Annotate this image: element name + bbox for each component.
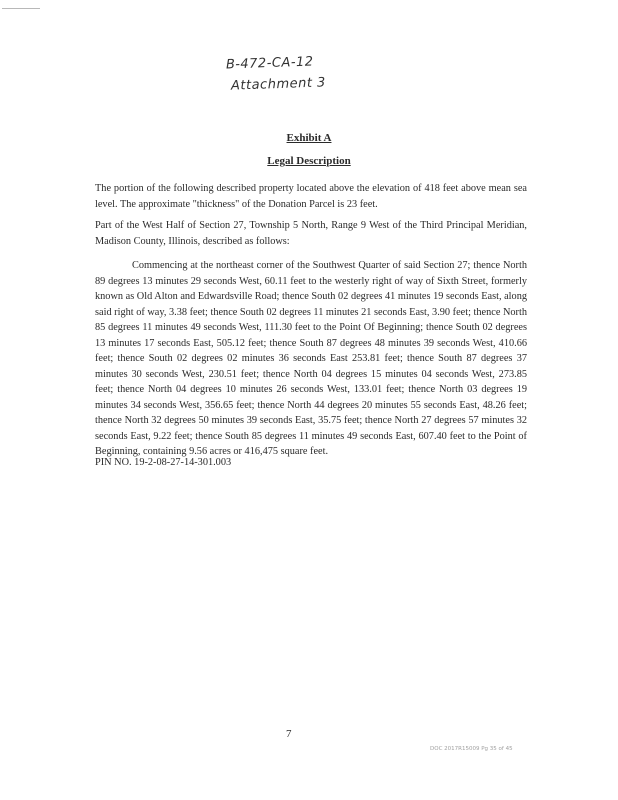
boundary-description-text: Commencing at the northeast corner of the Southwest Quarter of said Section 27; thence North 89 degrees 13 minutes 29 seconds West, 60.11 feet to the westerly right of way of Sixth Street, formerly known as Old Alton and Edwardsville Road; thence South 02 degrees 41 minutes 19 seconds East, along said right of way, 3.38 feet; thence South 02 degrees 11 minutes 21 seconds East, 3.90 feet; thence North 85 degrees 11 minutes 49 seconds West, 111.30 feet to the Point Of Beginning; thence South 02 degrees 13 minutes 17 seconds East, 505.12 feet; thence South 87 degrees 48 minutes 39 seconds West, 410.66 feet; thence South 02 degrees 02 minutes 36 seconds East 253.81 feet; thence South 87 degrees 37 minutes 30 seconds West, 230.51 feet; thence North 04 degrees 15 minutes 04 seconds West, 273.85 feet; thence North 04 degrees 10 minutes 26 seconds West, 133.01 feet; thence North 03 degrees 19 minutes 34 seconds West, 356.65 feet; thence North 44 degrees 20 minutes 55 seconds East, 48.26 feet; thence North 32 degrees 50 minutes 39 seconds East, 35.75 feet; thence North 27 degrees 57 minutes 32 seconds East, 9.22 feet; thence South 85 degrees 11 minutes 49 seconds East, 607.40 feet to the Point of Beginning, containing 9.56 acres or 416,475 square feet. bbox=[95, 260, 527, 457]
scan-edge-mark bbox=[2, 8, 40, 9]
page-number: 7 bbox=[286, 728, 292, 740]
handwritten-case-number: B-472-CA-12 bbox=[225, 54, 314, 73]
legal-description-title: Legal Description bbox=[267, 155, 351, 167]
section-paragraph: Part of the West Half of Section 27, Township 5 North, Range 9 West of the Third Principal Meridian, Madison County, Illinois, described as follows: bbox=[95, 220, 527, 247]
handwritten-attachment-label: Attachment 3 bbox=[230, 75, 327, 94]
boundary-description-paragraph bbox=[95, 258, 527, 460]
elevation-paragraph: The portion of the following described property located above the elevation of 418 feet above mean sea level. The approximate "thickness" of the Donation Parcel is 23 feet. bbox=[95, 183, 527, 210]
document-stamp: DOC 2017R15009 Pg 35 of 45 bbox=[430, 746, 513, 752]
exhibit-title: Exhibit A bbox=[286, 132, 332, 144]
pin-number: PIN NO. 19-2-08-27-14-301.003 bbox=[95, 457, 232, 468]
